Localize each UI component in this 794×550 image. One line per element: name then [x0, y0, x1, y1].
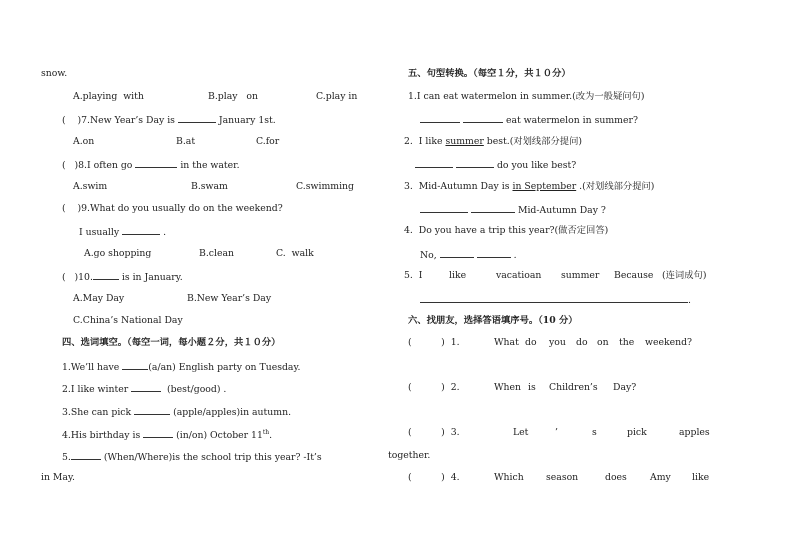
fill-q1-blank[interactable] [122, 359, 148, 370]
rewrite-q4-answer [420, 247, 517, 262]
q9-option-c: C. walk [276, 248, 314, 259]
fill-q4-sup: th [262, 429, 270, 436]
rewrite-q3-underlined: in September [512, 181, 577, 192]
rewrite-q3-blank-2[interactable] [471, 202, 515, 213]
match-q2-w1: When [494, 382, 522, 393]
q8-option-a: A.swim [73, 181, 108, 192]
q10-blank[interactable] [93, 269, 119, 280]
q10-option-a: A.May Day [73, 293, 125, 304]
match-q1-w4: do [576, 337, 588, 348]
q7-text-a: ( )7.New Year’s Day is [62, 115, 175, 126]
q9-option-b: B.clean [199, 248, 234, 259]
fill-q3-b: (apple/apples)in autumn. [173, 407, 292, 418]
rewrite-q2-blank-2[interactable] [456, 157, 494, 168]
match-q4-w1: Which [494, 472, 524, 483]
q7-text-b: January 1st. [218, 115, 276, 126]
rewrite-q3-answer [420, 202, 606, 217]
q8-blank[interactable] [135, 157, 177, 168]
q8-option-c: C.swimming [296, 181, 354, 192]
q10-option-c: C.China’s National Day [73, 315, 183, 326]
question-9: ( )9.What do you usually do on the weekend? [62, 203, 283, 214]
rewrite-q5-word-vacation: vacatioan [496, 270, 542, 281]
rewrite-q2-answer [415, 157, 576, 172]
match-q4-w2: season [546, 472, 579, 483]
fill-q5-blank[interactable] [71, 449, 101, 460]
fill-q4 [62, 426, 272, 442]
rewrite-q1-blank-1[interactable] [420, 112, 460, 123]
rewrite-q2-blank-1[interactable] [415, 157, 453, 168]
match-q3-w1: Let [513, 427, 529, 438]
match-q3-continued: together. [388, 450, 431, 461]
match-q3-w5: apples [679, 427, 710, 438]
rewrite-q5-word-like: like [449, 270, 467, 281]
rewrite-q2-b: best.(对划线部分提问) [486, 136, 583, 147]
rewrite-q1-answer [420, 112, 638, 127]
fill-q5-a: 5. [62, 452, 71, 463]
rewrite-q5-instruction: (连词成句) [662, 270, 707, 281]
fill-q3-a: 3.She can pick [62, 407, 132, 418]
fill-q2 [62, 381, 226, 396]
section-5-heading: 五、句型转换。（每空１分，共１０分） [408, 68, 571, 79]
match-q1-w2: do [525, 337, 537, 348]
rewrite-q5-end: . [688, 295, 691, 306]
q10-option-b: B.New Year’s Day [187, 293, 272, 304]
fill-q1-b: (a/an) English party on Tuesday. [148, 362, 301, 373]
q7-blank[interactable] [178, 112, 216, 123]
rewrite-q2-underlined: summer [445, 136, 484, 147]
fill-q2-b: (best/good) . [167, 384, 227, 395]
match-q1-w7: weekend? [645, 337, 693, 348]
match-q1-w1: What [494, 337, 519, 348]
match-q3-w3: s [592, 427, 597, 438]
match-q4-w3: does [605, 472, 627, 483]
rewrite-q3-blank-1[interactable] [420, 202, 468, 213]
snow-text: snow. [41, 68, 68, 79]
question-7 [62, 112, 276, 127]
fill-q2-blank[interactable] [131, 381, 161, 392]
rewrite-q4-no: No, [420, 250, 437, 261]
q9-blank[interactable] [122, 224, 160, 235]
q9-text-a: I usually [79, 227, 120, 238]
rewrite-q4-blank-2[interactable] [477, 247, 511, 258]
q9-answer-line [79, 224, 166, 239]
rewrite-q2-a: 2. I like [404, 136, 443, 147]
q6-option-c: C.play in [316, 91, 358, 102]
q8-option-b: B.swam [191, 181, 228, 192]
rewrite-q3 [404, 180, 654, 193]
fill-q3-blank[interactable] [134, 404, 170, 415]
rewrite-q5-num: 5. I [404, 270, 423, 281]
match-q1-w6: the [619, 337, 635, 348]
match-q1-w5: on [597, 337, 609, 348]
fill-q4-a: 4.His birthday is [62, 430, 141, 442]
rewrite-q4-end: . [513, 250, 517, 261]
rewrite-q1-rest: eat watermelon in summer? [505, 115, 638, 126]
fill-q5-continued: in May. [41, 472, 75, 483]
q10-text-a: ( )10. [62, 272, 93, 283]
rewrite-q4: 4. Do you have a trip this year?(做否定回答) [404, 225, 609, 236]
question-10 [62, 269, 183, 284]
q9-option-a: A.go shopping [84, 248, 152, 259]
match-q3-w2: ’ [555, 427, 558, 438]
rewrite-q5-word-summer: summer [561, 270, 600, 281]
q8-text-a: ( )8.I often go [62, 160, 133, 171]
fill-q1-a: 1.We’ll have [62, 362, 120, 373]
match-q3-paren[interactable]: ( ) 3. [408, 427, 460, 438]
q8-text-b: in the water. [180, 160, 240, 171]
rewrite-q2-rest: do you like best? [496, 160, 577, 171]
rewrite-q1: 1.I can eat watermelon in summer.(改为一般疑问句) [408, 91, 645, 102]
rewrite-q5-blank[interactable] [420, 292, 688, 303]
section-4-heading: 四、选词填空。（每空一词，每小题２分，共１０分） [62, 337, 281, 348]
q9-text-b: . [163, 227, 167, 238]
rewrite-q2 [404, 135, 582, 148]
match-q2-w3: Children’s [549, 382, 598, 393]
fill-q4-b: (in/on) October 11 [176, 430, 263, 442]
match-q1-paren[interactable]: ( ) 1. [408, 337, 460, 348]
match-q1-w3: you [549, 337, 566, 348]
fill-q1 [62, 359, 300, 374]
rewrite-q5-answer [420, 292, 691, 307]
rewrite-q3-b: .(对划线部分提问) [579, 181, 655, 192]
match-q2-w2: is [528, 382, 536, 393]
q7-option-b: B.at [176, 136, 196, 147]
rewrite-q5-word-because: Because [614, 270, 654, 281]
match-q2-paren[interactable]: ( ) 2. [408, 382, 460, 393]
rewrite-q4-blank-1[interactable] [440, 247, 474, 258]
rewrite-q3-rest: Mid-Autumn Day ? [517, 205, 606, 216]
fill-q4-c: . [269, 430, 273, 442]
fill-q5 [62, 449, 322, 464]
section-6-heading: 六、找朋友，选择答语填序号。（10 分） [408, 315, 578, 326]
question-8 [62, 157, 240, 172]
q10-text-b: is in January. [121, 272, 183, 283]
match-q2-w4: Day? [613, 382, 637, 393]
rewrite-q1-blank-2[interactable] [463, 112, 503, 123]
rewrite-q3-a: 3. Mid-Autumn Day is [404, 181, 510, 192]
fill-q4-blank[interactable] [143, 427, 173, 438]
q6-option-a: A.playing with [73, 91, 144, 102]
fill-q3 [62, 404, 291, 419]
q7-option-c: C.for [256, 136, 280, 147]
q6-option-b: B.play on [208, 91, 258, 102]
fill-q5-b: (When/Where)is the school trip this year? -It’s [103, 452, 322, 463]
match-q4-w4: Amy [650, 472, 671, 483]
match-q4-w5: like [692, 472, 710, 483]
match-q4-paren[interactable]: ( ) 4. [408, 472, 460, 483]
match-q3-w4: pick [627, 427, 647, 438]
fill-q2-a: 2.I like winter [62, 384, 129, 395]
q7-option-a: A.on [73, 136, 95, 147]
